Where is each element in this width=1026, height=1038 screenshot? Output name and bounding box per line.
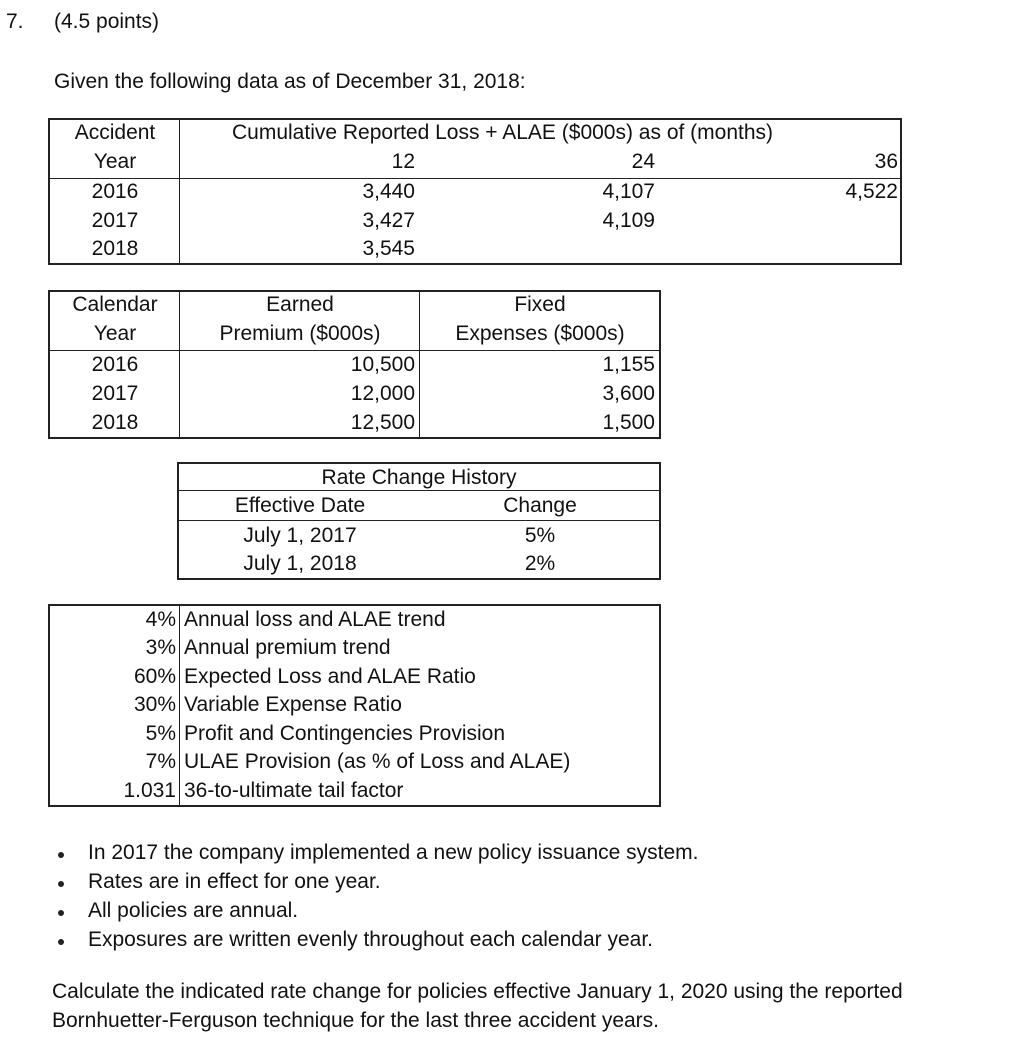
assumption-label: Annual loss and ALAE trend [184,608,446,631]
assumption-label: 36-to-ultimate tail factor [184,779,404,802]
assumption-value: 5% [145,722,176,745]
loss-table-main-header: Cumulative Reported Loss + ALAE ($000s) as of (months) [232,121,774,144]
premium-table-col-earned: Earned [266,293,334,316]
loss-table-age-24: 24 [631,150,655,173]
loss-table-cell: 4,109 [602,209,655,232]
loss-table-cell: 3,427 [362,209,415,232]
rate-table-change: 2% [524,552,556,575]
bullet-text: All policies are annual. [88,899,299,922]
intro-text: Given the following data as of December 31, 2018: [54,70,526,93]
bullet-dot [58,939,64,945]
bullet-dot [58,852,64,858]
assumption-label: ULAE Provision (as % of Loss and ALAE) [184,750,571,773]
premium-table-col-fixed: Fixed [514,293,566,316]
rate-table-change: 5% [524,524,556,547]
assumption-value: 3% [145,636,176,659]
assumption-value: 4% [145,608,176,631]
loss-table-cell: 4,522 [845,180,898,203]
rate-table-title: Rate Change History [321,466,517,489]
premium-table-row-year: 2016 [91,353,139,376]
loss-table-row-year: 2018 [91,237,139,260]
premium-table-cell: 12,000 [350,382,415,405]
bullet-text: Exposures are written evenly throughout each calendar year. [88,928,654,951]
loss-table-cell: 3,545 [362,237,415,260]
loss-table-col-year: Year [93,150,137,173]
premium-table-row-year: 2017 [91,382,139,405]
bullet-text: In 2017 the company implemented a new policy issuance system. [88,841,699,864]
question-number: 7. [6,10,24,33]
assumption-value: 60% [133,665,176,688]
rate-table-col-date: Effective Date [234,494,366,517]
premium-table-col-premium: Premium ($000s) [219,322,381,345]
assumption-label: Annual premium trend [184,636,391,659]
bullet-dot [58,910,64,916]
premium-table-col-year: Year [93,322,137,345]
question-prompt-line2: Bornhuetter-Ferguson technique for the last three accident years. [52,1009,660,1032]
question-points: (4.5 points) [54,10,160,33]
premium-table-cell: 10,500 [350,353,415,376]
assumption-label: Expected Loss and ALAE Ratio [184,665,476,688]
premium-table-col-calendar: Calendar [72,293,158,316]
rate-table-date: July 1, 2018 [243,552,357,575]
loss-table-age-12: 12 [391,150,415,173]
assumption-label: Variable Expense Ratio [184,693,402,716]
premium-table-cell: 1,500 [602,411,655,434]
loss-table-cell: 3,440 [362,180,415,203]
premium-table-cell: 3,600 [602,382,655,405]
loss-table-row-year: 2016 [91,180,139,203]
rate-table-date: July 1, 2017 [243,524,357,547]
rate-table-col-change: Change [503,494,577,517]
bullet-dot [58,881,64,887]
loss-table-col-accident: Accident [74,121,156,144]
premium-table-cell: 12,500 [350,411,415,434]
bullet-text: Rates are in effect for one year. [88,870,381,893]
question-prompt-line1: Calculate the indicated rate change for policies effective January 1, 2020 using the reported [52,980,903,1003]
premium-table-row-year: 2018 [91,411,139,434]
assumption-value: 1.031 [123,779,176,802]
premium-table-col-expenses: Expenses ($000s) [455,322,625,345]
premium-table-cell: 1,155 [602,353,655,376]
loss-table-row-year: 2017 [91,209,139,232]
loss-table-cell: 4,107 [602,180,655,203]
assumption-value: 30% [133,693,176,716]
assumption-label: Profit and Contingencies Provision [184,722,506,745]
assumption-value: 7% [145,750,176,773]
loss-table-age-36: 36 [874,150,898,173]
